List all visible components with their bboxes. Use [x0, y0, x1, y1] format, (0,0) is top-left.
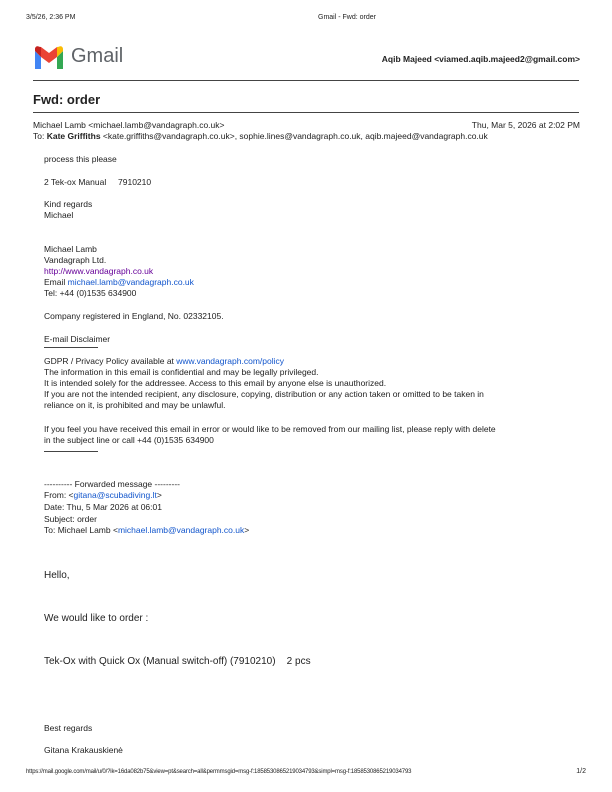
message-recipients: To: Kate Griffiths <kate.griffiths@vandagraph.co.uk>, sophie.lines@vandagraph.co.uk, aqib.majeed@vandagraph.co.uk	[33, 131, 488, 141]
gdpr-line: GDPR / Privacy Policy available at www.vandagraph.com/policy	[44, 356, 285, 366]
forwarded-greeting: Hello,	[44, 570, 70, 581]
forwarded-date: Date: Thu, 5 Mar 2026 at 06:01	[44, 502, 162, 512]
subject-divider	[33, 112, 579, 113]
print-page-title: Gmail - Fwd: order	[318, 14, 376, 21]
account-address: Aqib Majeed <viamed.aqib.majeed2@gmail.com>	[381, 54, 580, 64]
gmail-logo-icon	[33, 45, 65, 69]
forwarded-to-link[interactable]: michael.lamb@vandagraph.co.uk	[117, 525, 245, 535]
forwarded-from: From: <gitana@scubadiving.lt>	[44, 490, 162, 500]
body-line: process this please	[44, 154, 117, 164]
disclaimer-line: reliance on it, is prohibited and may be unlawful.	[44, 400, 226, 410]
print-page-number: 1/2	[576, 768, 586, 775]
forwarded-order-item: Tek-Ox with Quick Ox (Manual switch-off) (7910210) 2 pcs	[44, 656, 311, 667]
forwarded-signer: Gitana Krakauskienė	[44, 745, 123, 755]
signature-company: Vandagraph Ltd.	[44, 255, 107, 265]
thread-subject: Fwd: order	[33, 92, 101, 107]
message-sender: Michael Lamb <michael.lamb@vandagraph.co.uk>	[33, 120, 225, 130]
disclaimer-line: It is intended solely for the addressee. Access to this email by anyone else is unauthorized.	[44, 378, 387, 388]
message-date: Thu, Mar 5, 2026 at 2:02 PM	[471, 120, 580, 130]
disclaimer-line: in the subject line or call +44 (0)1535 634900	[44, 435, 214, 445]
print-footer-url: https://mail.google.com/mail/u/0/?ik=16da082b75&view=pt&search=all&permmsgid=msg-f:1858530865219034793&simpl=msg-f:1858530865219034793	[26, 769, 412, 775]
signature-website-link[interactable]: http://www.vandagraph.co.uk	[44, 266, 154, 276]
forwarded-to: To: Michael Lamb <michael.lamb@vandagraph.co.uk>	[44, 525, 250, 535]
signature-email: Email michael.lamb@vandagraph.co.uk	[44, 277, 194, 287]
gmail-logo-text: Gmail	[71, 45, 124, 67]
disclaimer-line: The information in this email is confidential and may be legally privileged.	[44, 367, 319, 377]
body-line: Kind regards	[44, 199, 93, 209]
signature-email-link[interactable]: michael.lamb@vandagraph.co.uk	[67, 277, 194, 287]
disclaimer-divider	[44, 347, 98, 348]
disclaimer-end-divider	[44, 451, 98, 452]
body-line: Michael	[44, 210, 74, 220]
body-line: 2 Tek-ox Manual 7910210	[44, 177, 152, 187]
header-divider	[33, 80, 579, 81]
forwarded-order-intro: We would like to order :	[44, 613, 149, 624]
disclaimer-line: If you feel you have received this email in error or would like to be removed from our mailing list, please reply with delete	[44, 424, 496, 434]
forwarded-closing: Best regards	[44, 723, 93, 733]
disclaimer-line: If you are not the intended recipient, any disclosure, copying, distribution or any action taken or omitted to be taken in	[44, 389, 484, 399]
print-datetime: 3/5/26, 2:36 PM	[26, 14, 76, 21]
disclaimer-title: E-mail Disclaimer	[44, 334, 111, 344]
gdpr-policy-link[interactable]: www.vandagraph.com/policy	[176, 356, 285, 366]
company-registration: Company registered in England, No. 02332105.	[44, 311, 224, 321]
forwarded-header: ---------- Forwarded message ---------	[44, 479, 180, 489]
forwarded-subject: Subject: order	[44, 514, 97, 524]
forwarded-from-link[interactable]: gitana@scubadiving.lt	[73, 490, 157, 500]
signature-name: Michael Lamb	[44, 244, 97, 254]
signature-tel: Tel: +44 (0)1535 634900	[44, 288, 137, 298]
